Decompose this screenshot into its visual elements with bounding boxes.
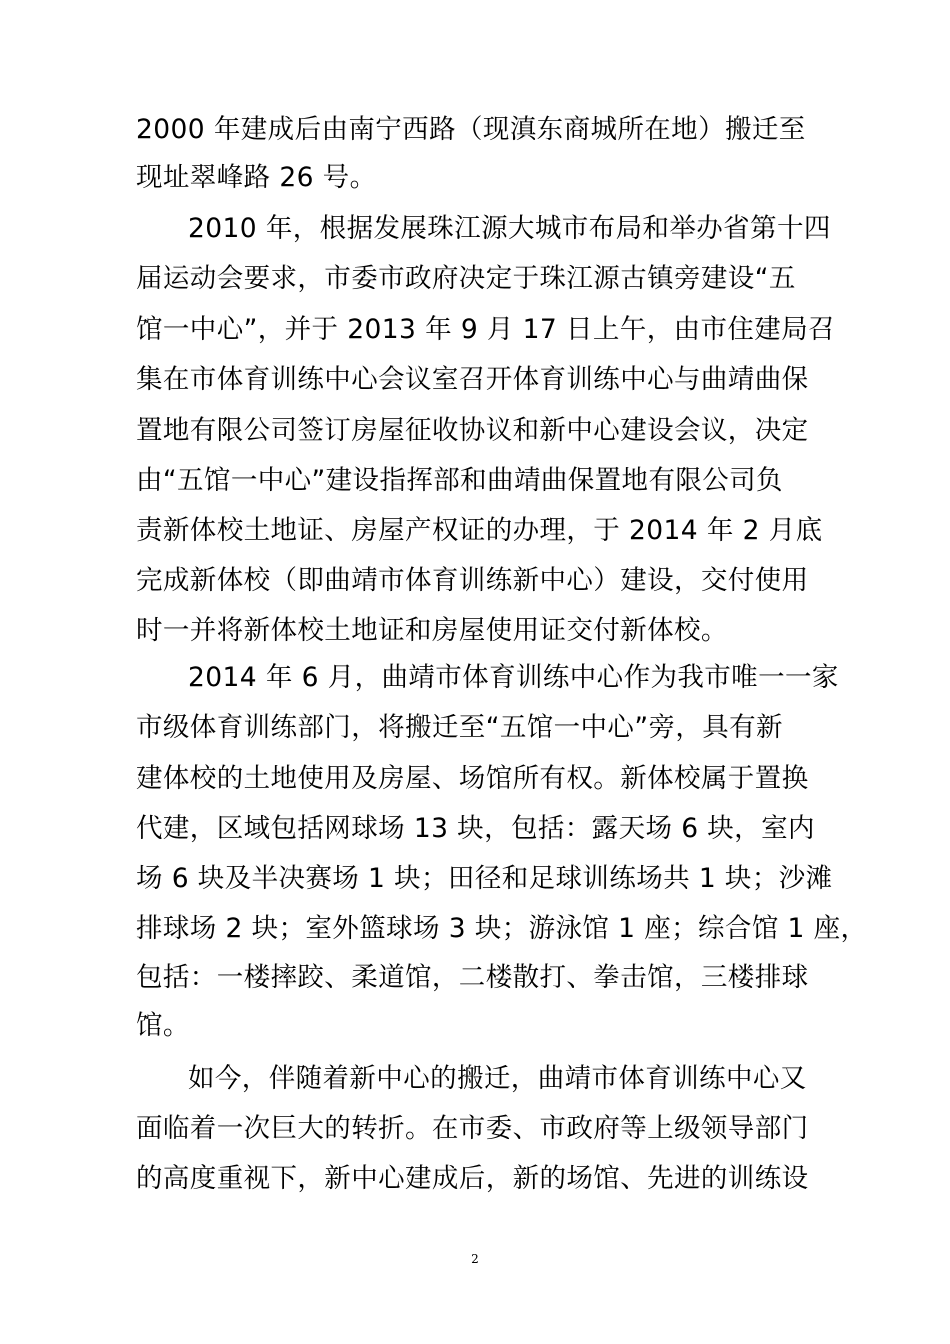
text-line: 馆一中心”，并于 2013 年 9 月 17 日上午，由市住建局召 [136,314,835,345]
text-line: 2010 年，根据发展珠江源大城市布局和举办省第十四 [188,213,831,244]
text-line: 包括：一楼摔跤、柔道馆，二楼散打、拳击馆，三楼排球 [136,962,809,993]
text-line: 责新体校土地证、房屋产权证的办理，于 2014 年 2 月底 [136,515,823,546]
text-line: 市级体育训练部门，将搬迁至“五馆一中心”旁，具有新 [136,712,783,743]
text-line: 建体校的土地使用及房屋、场馆所有权。新体校属于置换 [136,763,809,794]
text-line: 2000 年建成后由南宁西路（现滇东商城所在地）搬迁至 [136,114,806,145]
text-line: 排球场 2 块；室外篮球场 3 块；游泳馆 1 座；综合馆 1 座， [136,913,868,944]
text-line: 时一并将新体校土地证和房屋使用证交付新体校。 [136,615,728,646]
text-line: 2014 年 6 月，曲靖市体育训练中心作为我市唯一一家 [188,662,839,693]
text-line: 的高度重视下，新中心建成后，新的场馆、先进的训练设 [136,1163,809,1194]
text-line: 代建，区域包括网球场 13 块，包括：露天场 6 块，室内 [136,813,815,844]
text-line: 现址翠峰路 26 号。 [136,162,377,193]
text-line: 如今，伴随着新中心的搬迁，曲靖市体育训练中心又 [188,1063,807,1094]
text-line: 馆。 [136,1010,190,1041]
text-line: 场 6 块及半决赛场 1 块；田径和足球训练场共 1 块；沙滩 [136,863,833,894]
text-line: 置地有限公司签订房屋征收协议和新中心建设会议，决定 [136,415,809,446]
text-line: 集在市体育训练中心会议室召开体育训练中心与曲靖曲保 [136,364,809,395]
text-line: 届运动会要求，市委市政府决定于珠江源古镇旁建设“五 [136,263,796,294]
text-line: 面临着一次巨大的转折。在市委、市政府等上级领导部门 [136,1113,809,1144]
text-line: 完成新体校（即曲靖市体育训练新中心）建设，交付使用 [136,565,809,596]
text-line: 由“五馆一中心”建设指挥部和曲靖曲保置地有限公司负 [136,465,783,496]
page-number: 2 [471,1252,479,1266]
